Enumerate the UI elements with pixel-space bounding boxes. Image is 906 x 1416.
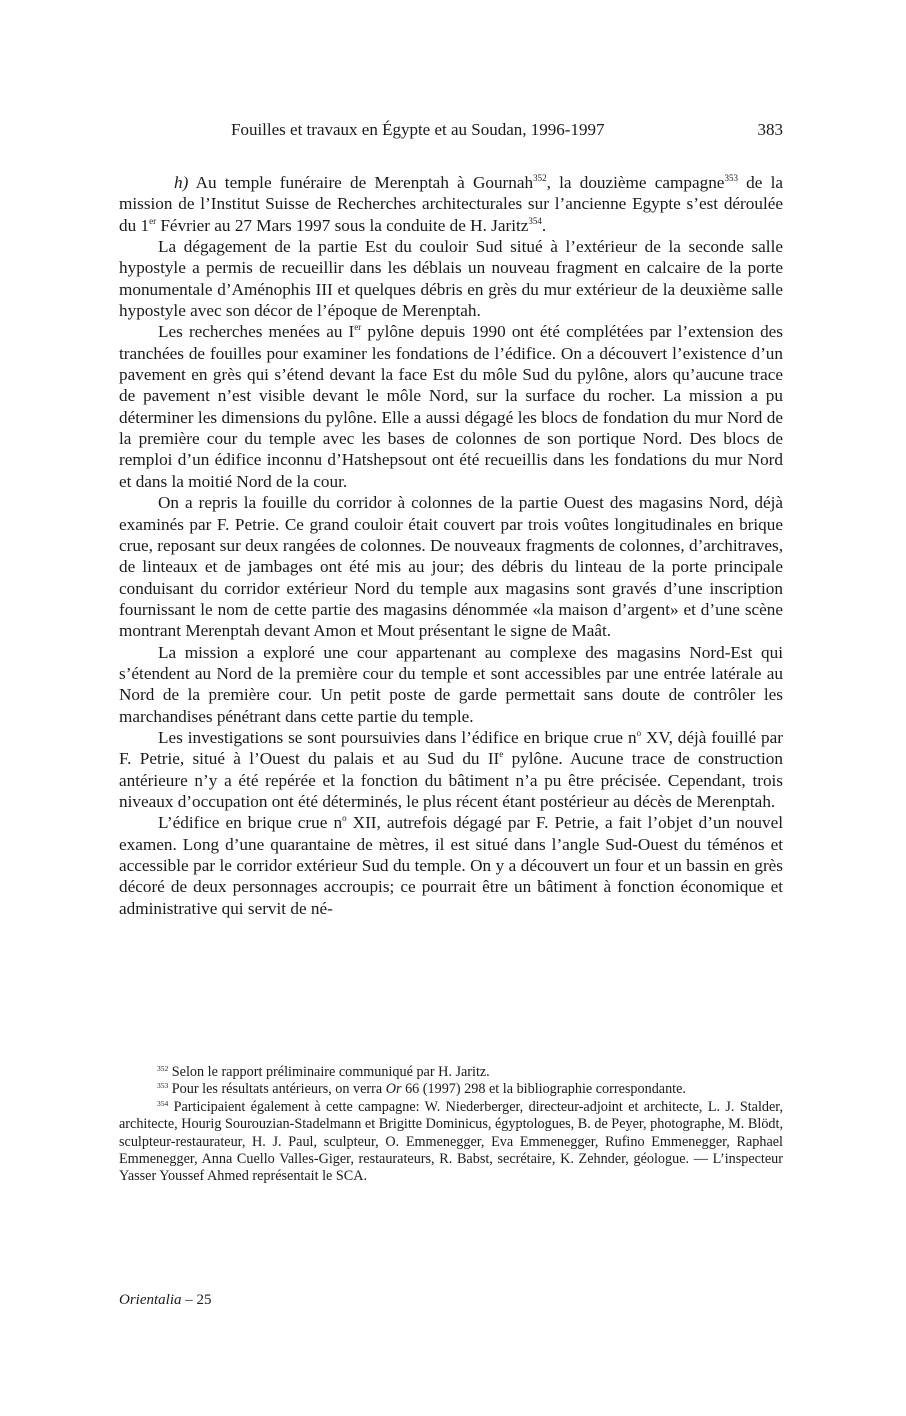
running-title: Fouilles et travaux en Égypte et au Soudan, 1996-1997 [231,120,605,139]
paragraph-6 [119,727,783,812]
page-number: 383 [757,120,783,139]
journal-name: Orientalia [119,1292,182,1308]
journal-abbrev: Or [385,1081,402,1098]
footnote-number: 353 [157,1081,169,1091]
superscript: o [636,727,642,738]
footnote-ref-354: 354 [528,215,542,226]
footnotes [119,1064,783,1186]
paragraph-5: La mission a exploré une cour appartenant au complexe des magasins Nord-Est qui s’étendent au Nord de la première cour du temple et sont accessibles par une entrée latérale au Nord de la première cour. Un petit poste de garde permettait sans doute de contrôler les marchandises pénétrant dans cette partie du temple. [119,642,783,726]
running-header [119,120,783,142]
text-span: L’édifice en brique crue n [158,813,343,833]
footnote-353 [119,1081,783,1098]
footnote-text: Pour les résultats antérieurs, on verra [168,1081,386,1098]
signature-mark [119,1292,212,1309]
text-span: pylône depuis 1990 ont été complétées par l’extension des tranchées de fouilles pour examiner les fondations de l’édifice. On a découvert l’existence d’un pavement en grès qui s’étend devant la face Est du môle Sud du pylône, alors qu’aucune trace de pavement n’est visible devant le môle Nord, sur la surface du rocher. La mission a pu déterminer les dimensions du pylône. Elle a aussi dégagé les blocs de fondation du mur Nord de la première cour du temple avec les bases de colonnes de son portique Nord. Des blocs de remploi d’un édifice inconnu d’Hatshepsout ont été recueillis dans les fondations du mur Nord et dans la moitié Nord de la cour. [119,322,783,491]
superscript: er [149,215,157,226]
section-label: h) [174,173,189,192]
paragraph-1 [119,172,783,236]
paragraph-2: La dégagement de la partie Est du couloir Sud situé à l’extérieur de la seconde salle hypostyle a permis de recueillir dans les déblais un nouveau fragment en calcaire de la porte monumentale d’Aménophis III et quelques débris en grès du mur extérieur de la deuxième salle hypostyle avec son décor de l’époque de Merenptah. [119,237,783,321]
text-span: pylône. Aucune trace de construction antérieure n’y a été repérée et la fonction du bâtiment n’a pu être précisée. Cependant, trois niveaux d’occupation ont été déterminés, le plus récent étant postérieur au décès de Merenptah. [119,749,783,811]
text-span: . [541,215,547,235]
text-span: XV, déjà fouillé par F. Petrie, situé à l’Ouest du palais et au Sud du II [119,727,783,769]
footnote-text: 66 (1997) 298 et la bibliographie correspondante. [401,1081,686,1098]
text-span: , la douzième campagne [546,173,725,192]
footnote-number: 352 [157,1064,169,1073]
paragraph-4: On a repris la fouille du corridor à colonnes de la partie Ouest des magasins Nord, déjà examinés par F. Petrie. Ce grand couloir était couvert par trois voûtes longitudinales en brique crue, reposant sur deux rangées de colonnes. De nouveaux fragments de colonnes, d’architraves, de linteaux et de jambages ont été mis au jour; des débris du linteau de la porte principale conduisant du corridor extérieur Nord du temple aux magasins sont gravés d’une inscription fournissant le nom de cette partie des magasins dénommée «la maison d’argent» et d’une scène montrant Merenptah devant Amon et Mout présentant le signe de Maât. [119,493,783,641]
footnote-ref-353: 353 [724,173,738,183]
text-span: Février au 27 Mars 1997 sous la conduite de H. Jaritz [156,215,529,235]
superscript: o [342,813,347,824]
footnote-352 [119,1064,783,1081]
signature-number: – 25 [181,1292,212,1308]
text-span: de la mission de l’Institut Suisse de Recherches architecturales sur l’ancienne Egypte s’est déroulée du 1 [119,173,783,235]
footnote-354 [119,1099,783,1186]
text-span: Au temple funéraire de Merenptah à Gournah [188,173,534,192]
main-text [119,172,783,919]
text-span: XII, autrefois dégagé par F. Petrie, a fait l’objet d’un nouvel examen. Long d’une quarantaine de mètres, il est situé dans l’angle Sud-Ouest du téménos et accessible par le corridor extérieur Sud du temple. On y a découvert un four et un bassin en grès décoré de deux personnages accroupis; ce pourrait être un bâtiment à fonction économique et administrative qui servit de né- [119,813,783,918]
footnote-text: Selon le rapport préliminaire communiqué par H. Jaritz. [168,1064,490,1080]
text-span: Les investigations se sont poursuivies dans l’édifice en brique crue n [158,727,637,747]
text-span: Les recherches menées au I [158,322,355,342]
superscript: e [499,749,504,760]
paragraph-3 [119,321,783,492]
footnote-number: 354 [157,1098,169,1108]
paragraph-7 [119,812,783,919]
footnote-ref-352: 352 [533,173,547,183]
footnote-text: Participaient également à cette campagne: W. Niederberger, directeur-adjoint et architecte, L. J. Stalder, architecte, Hourig Sourouzian-Stadelmann et Brigitte Dominicus, égyptologues, B. de Peyer, photographe, M. Blödt, sculpteur-restaurateur, H. J. Paul, sculpteur, O. Emmenegger, Eva Emmenegger, Rufino Emmenegger, Raphael Emmenegger, Anna Cuello Valles-Giger, restaurateurs, R. Babst, secrétaire, K. Zehnder, géologue. — L’inspecteur Yasser Youssef Ahmed représentait le SCA. [119,1098,783,1185]
superscript: er [354,322,362,333]
